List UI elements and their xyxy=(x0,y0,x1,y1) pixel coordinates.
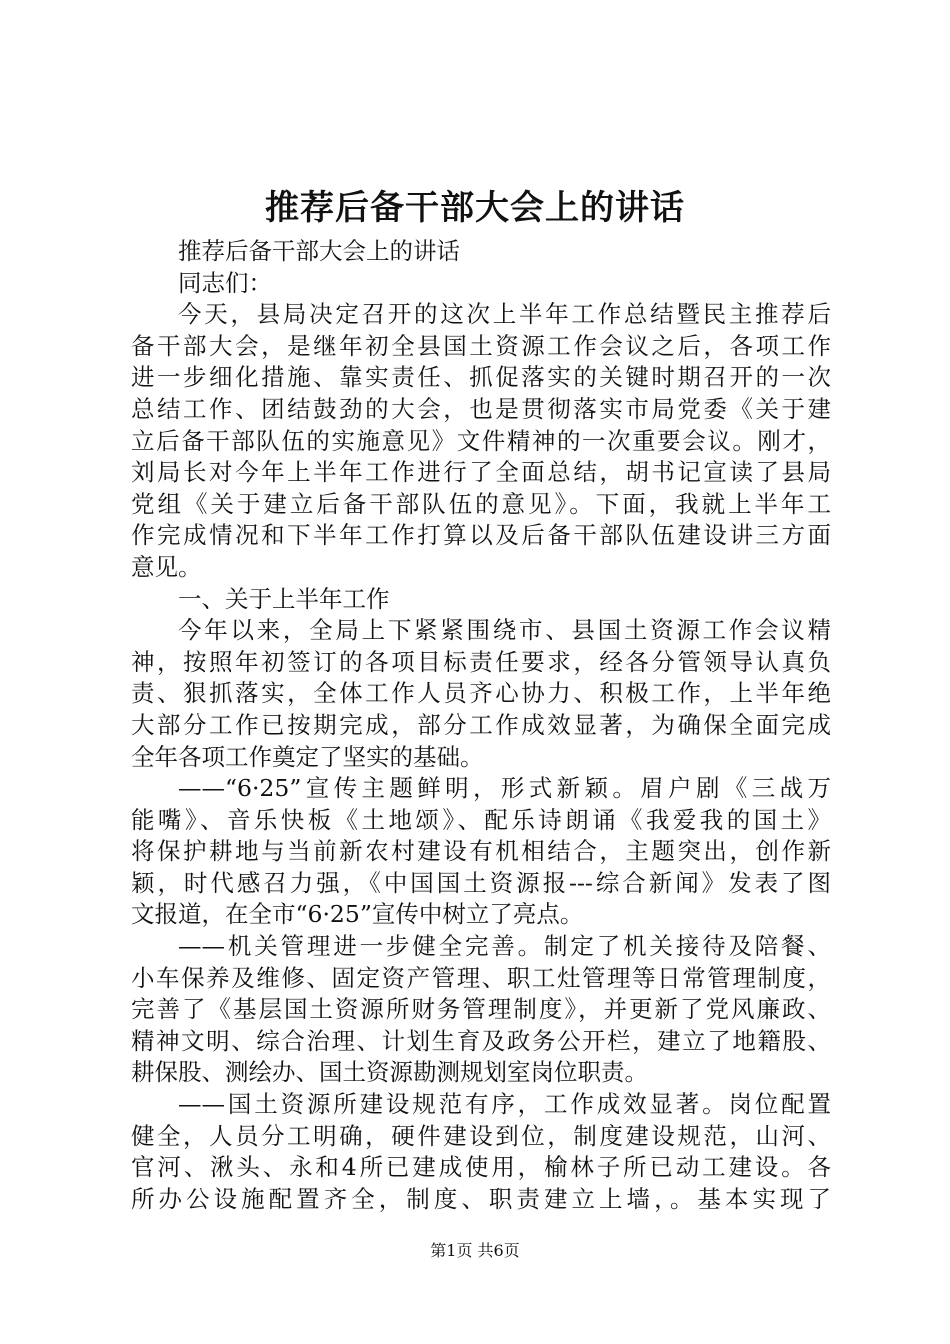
body-line: 完善了《基层国土资源所财务管理制度》，并更新了党风廉政、 xyxy=(131,995,831,1024)
body-line: 大部分工作已按期完成，部分工作成效显著，为确保全面完成 xyxy=(131,710,831,739)
body-line: 党组《关于建立后备干部队伍的意见》。下面，我就上半年工 xyxy=(131,489,831,518)
body-line: 能嘴》、音乐快板《土地颂》、配乐诗朗诵《我爱我的国土》 xyxy=(131,805,831,834)
body-line: 进一步细化措施、靠实责任、抓促落实的关键时期召开的一次 xyxy=(131,363,831,392)
body-line: 今天，县局决定召开的这次上半年工作总结暨民主推荐后 xyxy=(178,300,831,329)
body-line: 耕保股、测绘办、国土资源勘测规划室岗位职责。 xyxy=(131,1058,648,1087)
body-line: 同志们： xyxy=(178,268,272,297)
body-line: 神，按照年初签订的各项目标责任要求，经各分管领导认真负 xyxy=(131,647,831,676)
body-line: 颖，时代感召力强，《中国国土资源报---综合新闻》发表了图 xyxy=(131,868,831,897)
body-line: ——“6·25”宣传主题鲜明，形式新颖。眉户剧《三战万 xyxy=(178,774,831,803)
body-line: 文报道，在全市“6·25”宣传中树立了亮点。 xyxy=(131,900,584,929)
body-line: 备干部大会，是继年初全县国土资源工作会议之后，各项工作 xyxy=(131,331,831,360)
body-line: 官河、湫头、永和4所已建成使用，榆林子所已动工建设。各 xyxy=(131,1153,831,1182)
body-line: 意见。 xyxy=(131,552,202,581)
body-line: 精神文明、综合治理、计划生育及政务公开栏，建立了地籍股、 xyxy=(131,1026,831,1055)
body-line: 总结工作、团结鼓劲的大会，也是贯彻落实市局党委《关于建 xyxy=(131,394,831,423)
body-line: 推荐后备干部大会上的讲话 xyxy=(178,237,460,265)
body-line: 将保护耕地与当前新农村建设有机相结合，主题突出，创作新 xyxy=(131,837,831,866)
body-line: 所办公设施配置齐全，制度、职责建立上墙，。基本实现了 xyxy=(131,1184,831,1213)
body-line: ——国土资源所建设规范有序，工作成效显著。岗位配置 xyxy=(178,1090,831,1119)
document-body xyxy=(131,236,831,1215)
section-heading: 一、关于上半年工作 xyxy=(178,584,390,613)
body-line: 立后备干部队伍的实施意见》文件精神的一次重要会议。刚才， xyxy=(131,426,831,455)
body-line: 全年各项工作奠定了坚实的基础。 xyxy=(131,742,484,771)
document-title: 推荐后备干部大会上的讲话 xyxy=(265,188,685,228)
body-line: 今年以来，全局上下紧紧围绕市、县国土资源工作会议精 xyxy=(178,616,831,645)
body-line: 小车保养及维修、固定资产管理、职工灶管理等日常管理制度， xyxy=(131,963,831,992)
body-line: 健全，人员分工明确，硬件建设到位，制度建设规范，山河、 xyxy=(131,1121,831,1150)
body-line: 责、狠抓落实，全体工作人员齐心协力、积极工作，上半年绝 xyxy=(131,679,831,708)
body-line: ——机关管理进一步健全完善。制定了机关接待及陪餐、 xyxy=(178,932,831,961)
body-line: 作完成情况和下半年工作打算以及后备干部队伍建设讲三方面 xyxy=(131,521,831,550)
page-footer: 第1页 共6页 xyxy=(430,1241,520,1260)
body-line: 刘局长对今年上半年工作进行了全面总结，胡书记宣读了县局 xyxy=(131,458,831,487)
